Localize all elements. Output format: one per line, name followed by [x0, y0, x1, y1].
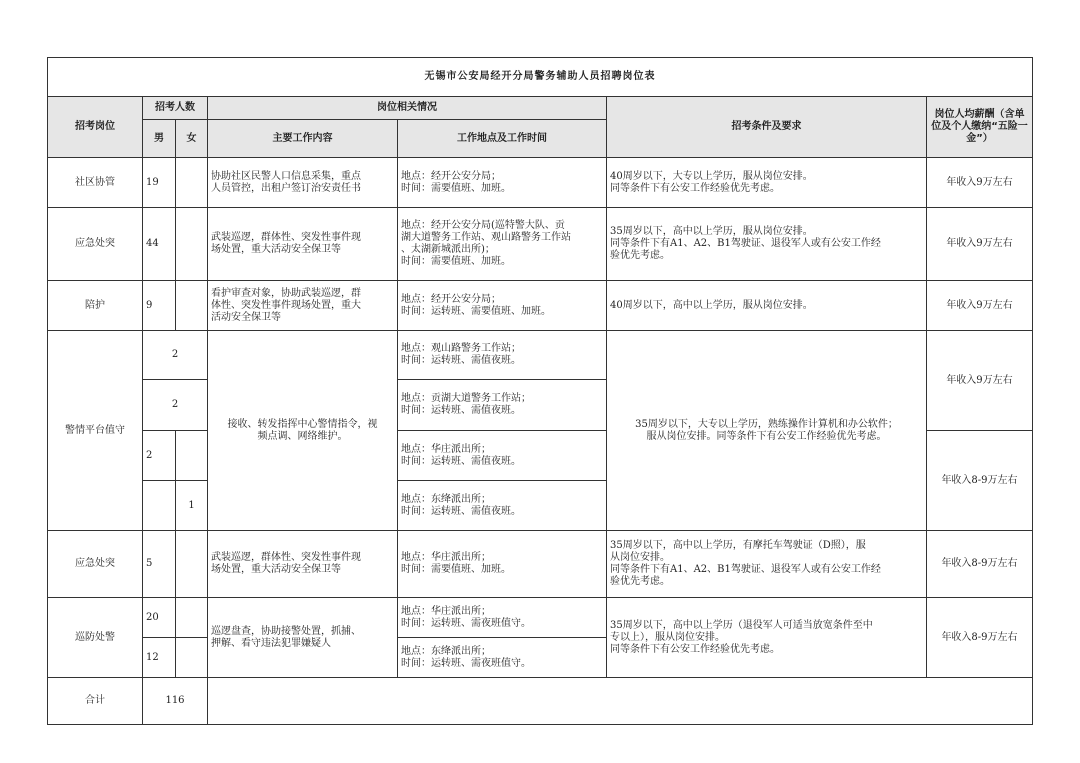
count-cell: 2	[143, 380, 208, 431]
header-female: 女	[176, 120, 208, 158]
table-row	[48, 281, 1033, 331]
total-value: 116	[143, 678, 208, 725]
salary-cell: 年收入9万左右	[927, 331, 1033, 431]
position-cell: 应急处突	[48, 531, 143, 598]
position-cell: 应急处突	[48, 208, 143, 281]
total-empty	[208, 678, 1033, 725]
salary-cell: 年收入9万左右	[927, 281, 1033, 331]
male-count: 2	[143, 431, 176, 481]
location-cell: 地点：华庄派出所； 时间：运转班、需夜班值守。	[398, 598, 607, 638]
requirements-cell: 35周岁以下，大专以上学历，熟练操作计算机和办公软件； 服从岗位安排。同等条件下有公安工作经验优先考虑。	[607, 331, 927, 531]
female-count	[176, 158, 208, 208]
requirements-cell: 40周岁以下，高中以上学历，服从岗位安排。	[607, 281, 927, 331]
header-salary: 岗位人均薪酬（含单位及个人缴纳“五险一金”）	[927, 97, 1033, 158]
male-count: 19	[143, 158, 176, 208]
page-title: 无锡市公安局经开分局警务辅助人员招聘岗位表	[48, 58, 1033, 97]
male-count: 12	[143, 638, 176, 678]
count-cell: 2	[143, 331, 208, 380]
salary-cell: 年收入8-9万左右	[927, 598, 1033, 678]
header-male: 男	[143, 120, 176, 158]
requirements-cell: 40周岁以下，大专以上学历，服从岗位安排。 同等条件下有公安工作经验优先考虑。	[607, 158, 927, 208]
header-position: 招考岗位	[48, 97, 143, 158]
duties-cell: 武装巡逻，群体性、突发性事件现 场处置，重大活动安全保卫等	[208, 208, 398, 281]
location-cell: 地点：贡湖大道警务工作站； 时间：运转班、需值夜班。	[398, 380, 607, 431]
table-row	[48, 598, 1033, 638]
duties-cell: 看护审查对象，协助武装巡逻，群 体性、突发性事件现场处置，重大 活动安全保卫等	[208, 281, 398, 331]
table-row	[48, 531, 1033, 598]
female-count	[176, 281, 208, 331]
position-cell: 社区协管	[48, 158, 143, 208]
location-cell: 地点：经开公安分局； 时间：需要值班、加班。	[398, 158, 607, 208]
requirements-cell: 35周岁以下，高中以上学历（退役军人可适当放宽条件至中 专以上），服从岗位安排。 同等条件下有公安工作经验优先考虑。	[607, 598, 927, 678]
table-row	[48, 208, 1033, 281]
location-cell: 地点：东绛派出所； 时间：运转班、需值夜班。	[398, 481, 607, 531]
duties-cell: 协助社区民警人口信息采集，重点 人员管控，出租户签订治安责任书	[208, 158, 398, 208]
female-count	[176, 531, 208, 598]
female-count	[176, 431, 208, 481]
duties-cell: 巡逻盘查，协助接警处置，抓捕、 押解、看守违法犯罪嫌疑人	[208, 598, 398, 678]
recruitment-table	[47, 57, 1033, 725]
header-duties: 主要工作内容	[208, 120, 398, 158]
requirements-cell: 35周岁以下，高中以上学历，有摩托车驾驶证（D照），服 从岗位安排。 同等条件下有A1、A2、B1驾驶证、退役军人或有公安工作经 验优先考虑。	[607, 531, 927, 598]
salary-cell: 年收入8-9万左右	[927, 531, 1033, 598]
duties-cell: 接收、转发指挥中心警情指令，视 频点调、网络维护。	[208, 331, 398, 531]
male-count	[143, 481, 176, 531]
male-count: 5	[143, 531, 176, 598]
requirements-cell: 35周岁以下，高中以上学历，服从岗位安排。 同等条件下有A1、A2、B1驾驶证、退役军人或有公安工作经 验优先考虑。	[607, 208, 927, 281]
location-cell: 地点：观山路警务工作站； 时间：运转班、需值夜班。	[398, 331, 607, 380]
table-row	[48, 331, 1033, 380]
duties-cell: 武装巡逻，群体性、突发性事件现 场处置，重大活动安全保卫等	[208, 531, 398, 598]
location-cell: 地点：东绛派出所； 时间：运转班、需夜班值守。	[398, 638, 607, 678]
female-count	[176, 598, 208, 638]
header-location-time: 工作地点及工作时间	[398, 120, 607, 158]
total-label: 合计	[48, 678, 143, 725]
salary-cell: 年收入8-9万左右	[927, 431, 1033, 531]
location-cell: 地点：经开公安分局； 时间：运转班、需要值班、加班。	[398, 281, 607, 331]
salary-cell: 年收入9万左右	[927, 158, 1033, 208]
header-requirements: 招考条件及要求	[607, 97, 927, 158]
male-count: 9	[143, 281, 176, 331]
table-row	[48, 158, 1033, 208]
salary-cell: 年收入9万左右	[927, 208, 1033, 281]
header-job-info: 岗位相关情况	[208, 97, 607, 120]
male-count: 20	[143, 598, 176, 638]
total-row	[48, 678, 1033, 725]
female-count	[176, 638, 208, 678]
position-cell: 陪护	[48, 281, 143, 331]
female-count: 1	[176, 481, 208, 531]
male-count: 44	[143, 208, 176, 281]
position-cell: 警情平台值守	[48, 331, 143, 531]
female-count	[176, 208, 208, 281]
position-cell: 巡防处警	[48, 598, 143, 678]
location-cell: 地点：华庄派出所； 时间：需要值班、加班。	[398, 531, 607, 598]
header-count: 招考人数	[143, 97, 208, 120]
location-cell: 地点：华庄派出所； 时间：运转班、需值夜班。	[398, 431, 607, 481]
location-cell: 地点：经开公安分局(巡特警大队、贡 湖大道警务工作站、观山路警务工作站 、太湖新城派出所)； 时间：需要值班、加班。	[398, 208, 607, 281]
